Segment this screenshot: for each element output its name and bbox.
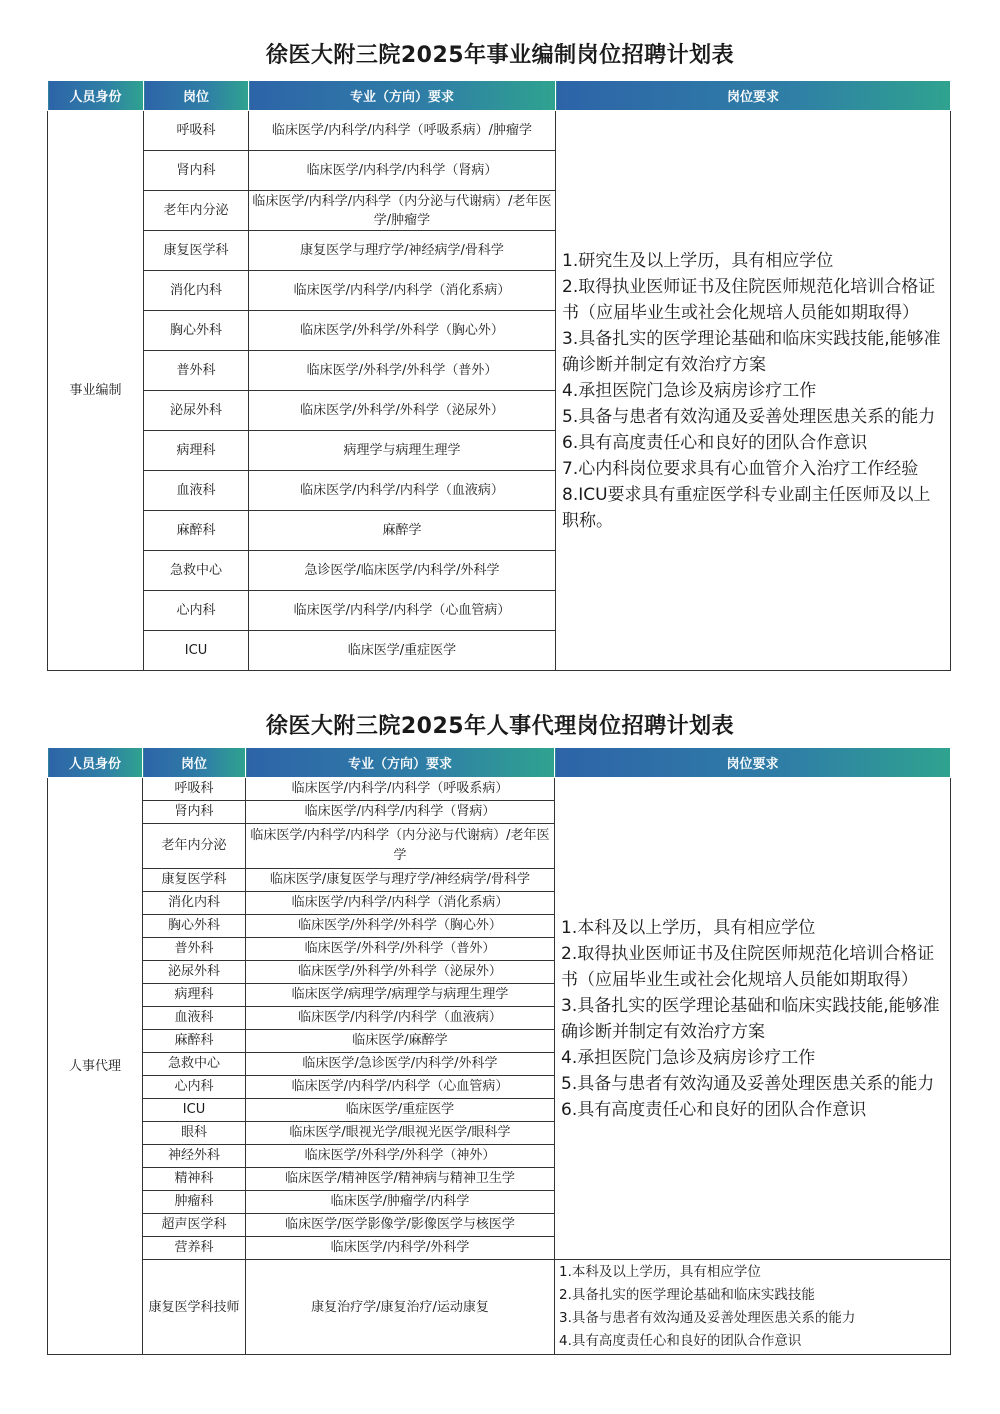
post-cell: 血液科 xyxy=(144,471,249,511)
post-cell: 消化内科 xyxy=(143,892,246,915)
post-cell: 精神科 xyxy=(143,1168,246,1191)
table2-title: 徐医大附三院2025年人事代理岗位招聘计划表 xyxy=(265,714,735,739)
major-cell: 病理学与病理生理学 xyxy=(249,431,556,471)
major-cell: 临床医学/外科学/外科学（泌尿外） xyxy=(246,961,555,984)
requirement-item: 1.研究生及以上学历，具有相应学位 xyxy=(562,250,834,271)
major-cell: 急诊医学/临床医学/内科学/外科学 xyxy=(249,551,556,591)
post-cell: 急救中心 xyxy=(143,1053,246,1076)
requirement-item: 2.取得执业医师证书及住院医师规范化培训合格证书（应届毕业生或社会化规培人员能如期取得） xyxy=(561,943,935,990)
post-cell: 胸心外科 xyxy=(144,311,249,351)
major-cell: 临床医学/外科学/外科学（泌尿外） xyxy=(249,391,556,431)
post-cell: 康复医学科 xyxy=(144,231,249,271)
post-cell: 肾内科 xyxy=(144,151,249,191)
header-identity: 人员身份 xyxy=(48,81,144,111)
major-cell: 临床医学/内科学/内科学（血液病） xyxy=(246,1007,555,1030)
post-cell: 胸心外科 xyxy=(143,915,246,938)
major-cell: 临床医学/肿瘤学/内科学 xyxy=(246,1191,555,1214)
major-cell: 临床医学/内科学/内科学（内分泌与代谢病）/老年医学 xyxy=(246,824,555,869)
table-row xyxy=(48,778,951,801)
post-cell: 心内科 xyxy=(144,591,249,631)
post-cell: 血液科 xyxy=(143,1007,246,1030)
requirement-item: 5.具备与患者有效沟通及妥善处理医患关系的能力 xyxy=(561,1073,935,1094)
requirement-item: 6.具有高度责任心和良好的团队合作意识 xyxy=(561,1099,867,1120)
major-cell: 临床医学/精神医学/精神病与精神卫生学 xyxy=(246,1168,555,1191)
requirement-item: 1.本科及以上学历，具有相应学位 xyxy=(559,1264,761,1280)
recruitment-table-establishment xyxy=(47,80,951,671)
post-cell: ICU xyxy=(144,631,249,671)
recruitment-table-personnel-agency xyxy=(47,747,951,1355)
major-cell: 临床医学/内科学/内科学（血液病） xyxy=(249,471,556,511)
requirements-cell xyxy=(555,1260,951,1355)
post-cell: 泌尿外科 xyxy=(144,391,249,431)
requirement-item: 4.承担医院门急诊及病房诊疗工作 xyxy=(561,1047,816,1068)
post-cell: 眼科 xyxy=(143,1122,246,1145)
identity-cell: 人事代理 xyxy=(48,778,143,1355)
header-post: 岗位 xyxy=(144,81,249,111)
major-cell: 临床医学/内科学/内科学（肾病） xyxy=(246,801,555,824)
requirements-cell xyxy=(555,778,951,1260)
post-cell: 肾内科 xyxy=(143,801,246,824)
post-cell: 康复医学科技师 xyxy=(143,1260,246,1355)
major-cell: 临床医学/外科学/外科学（普外） xyxy=(246,938,555,961)
major-cell: 临床医学/内科学/外科学 xyxy=(246,1237,555,1260)
post-cell: 呼吸科 xyxy=(143,778,246,801)
major-cell: 临床医学/康复医学与理疗学/神经病学/骨科学 xyxy=(246,869,555,892)
table-row xyxy=(48,1260,951,1355)
major-cell: 临床医学/外科学/外科学（胸心外） xyxy=(246,915,555,938)
major-cell: 临床医学/内科学/内科学（消化系病） xyxy=(246,892,555,915)
major-cell: 临床医学/重症医学 xyxy=(246,1099,555,1122)
header-major: 专业（方向）要求 xyxy=(246,748,555,778)
major-cell: 临床医学/重症医学 xyxy=(249,631,556,671)
major-cell: 临床医学/内科学/内科学（肾病） xyxy=(249,151,556,191)
requirement-item: 8.ICU要求具有重症医学科专业副主任医师及以上职称。 xyxy=(562,484,931,531)
post-cell: 心内科 xyxy=(143,1076,246,1099)
post-cell: 老年内分泌 xyxy=(143,824,246,869)
post-cell: 营养科 xyxy=(143,1237,246,1260)
post-cell: 呼吸科 xyxy=(144,111,249,151)
table1-title: 徐医大附三院2025年事业编制岗位招聘计划表 xyxy=(265,43,735,68)
major-cell: 临床医学/内科学/内科学（内分泌与代谢病）/老年医学/肿瘤学 xyxy=(249,191,556,231)
post-cell: 泌尿外科 xyxy=(143,961,246,984)
post-cell: 老年内分泌 xyxy=(144,191,249,231)
major-cell: 康复治疗学/康复治疗/运动康复 xyxy=(246,1260,555,1355)
major-cell: 临床医学/内科学/内科学（呼吸系病） xyxy=(246,778,555,801)
major-cell: 临床医学/外科学/外科学（神外） xyxy=(246,1145,555,1168)
post-cell: 肿瘤科 xyxy=(143,1191,246,1214)
table-header-row xyxy=(48,81,951,111)
requirement-item: 3.具备与患者有效沟通及妥善处理医患关系的能力 xyxy=(559,1310,856,1326)
major-cell: 临床医学/内科学/内科学（心血管病） xyxy=(246,1076,555,1099)
header-requirements: 岗位要求 xyxy=(556,81,951,111)
header-post: 岗位 xyxy=(143,748,246,778)
post-cell: 康复医学科 xyxy=(143,869,246,892)
major-cell: 临床医学/麻醉学 xyxy=(246,1030,555,1053)
major-cell: 临床医学/病理学/病理学与病理生理学 xyxy=(246,984,555,1007)
major-cell: 康复医学与理疗学/神经病学/骨科学 xyxy=(249,231,556,271)
post-cell: 麻醉科 xyxy=(144,511,249,551)
major-cell: 临床医学/眼视光学/眼视光医学/眼科学 xyxy=(246,1122,555,1145)
requirement-item: 3.具备扎实的医学理论基础和临床实践技能,能够准确诊断并制定有效治疗方案 xyxy=(562,328,941,375)
major-cell: 临床医学/外科学/外科学（胸心外） xyxy=(249,311,556,351)
requirements-cell xyxy=(556,111,951,671)
post-cell: 病理科 xyxy=(143,984,246,1007)
post-cell: 普外科 xyxy=(143,938,246,961)
requirement-item: 1.本科及以上学历，具有相应学位 xyxy=(561,917,816,938)
post-cell: 急救中心 xyxy=(144,551,249,591)
table-header-row xyxy=(48,748,951,778)
post-cell: 神经外科 xyxy=(143,1145,246,1168)
requirement-item: 3.具备扎实的医学理论基础和临床实践技能,能够准确诊断并制定有效治疗方案 xyxy=(561,995,940,1042)
post-cell: 消化内科 xyxy=(144,271,249,311)
requirement-item: 4.承担医院门急诊及病房诊疗工作 xyxy=(562,380,817,401)
post-cell: 病理科 xyxy=(144,431,249,471)
major-cell: 临床医学/外科学/外科学（普外） xyxy=(249,351,556,391)
requirement-item: 2.具备扎实的医学理论基础和临床实践技能 xyxy=(559,1287,815,1303)
requirement-item: 6.具有高度责任心和良好的团队合作意识 xyxy=(562,432,868,453)
header-requirements: 岗位要求 xyxy=(555,748,951,778)
post-cell: 普外科 xyxy=(144,351,249,391)
requirement-item: 4.具有高度责任心和良好的团队合作意识 xyxy=(559,1333,802,1349)
post-cell: ICU xyxy=(143,1099,246,1122)
post-cell: 麻醉科 xyxy=(143,1030,246,1053)
major-cell: 临床医学/内科学/内科学（消化系病） xyxy=(249,271,556,311)
table-row xyxy=(48,111,951,151)
major-cell: 麻醉学 xyxy=(249,511,556,551)
requirement-item: 2.取得执业医师证书及住院医师规范化培训合格证书（应届毕业生或社会化规培人员能如期取得） xyxy=(562,276,936,323)
header-major: 专业（方向）要求 xyxy=(249,81,556,111)
requirement-item: 5.具备与患者有效沟通及妥善处理医患关系的能力 xyxy=(562,406,936,427)
major-cell: 临床医学/急诊医学/内科学/外科学 xyxy=(246,1053,555,1076)
header-identity: 人员身份 xyxy=(48,748,143,778)
identity-cell: 事业编制 xyxy=(48,111,144,671)
major-cell: 临床医学/医学影像学/影像医学与核医学 xyxy=(246,1214,555,1237)
major-cell: 临床医学/内科学/内科学（呼吸系病）/肿瘤学 xyxy=(249,111,556,151)
post-cell: 超声医学科 xyxy=(143,1214,246,1237)
major-cell: 临床医学/内科学/内科学（心血管病） xyxy=(249,591,556,631)
requirement-item: 7.心内科岗位要求具有心血管介入治疗工作经验 xyxy=(562,458,919,479)
